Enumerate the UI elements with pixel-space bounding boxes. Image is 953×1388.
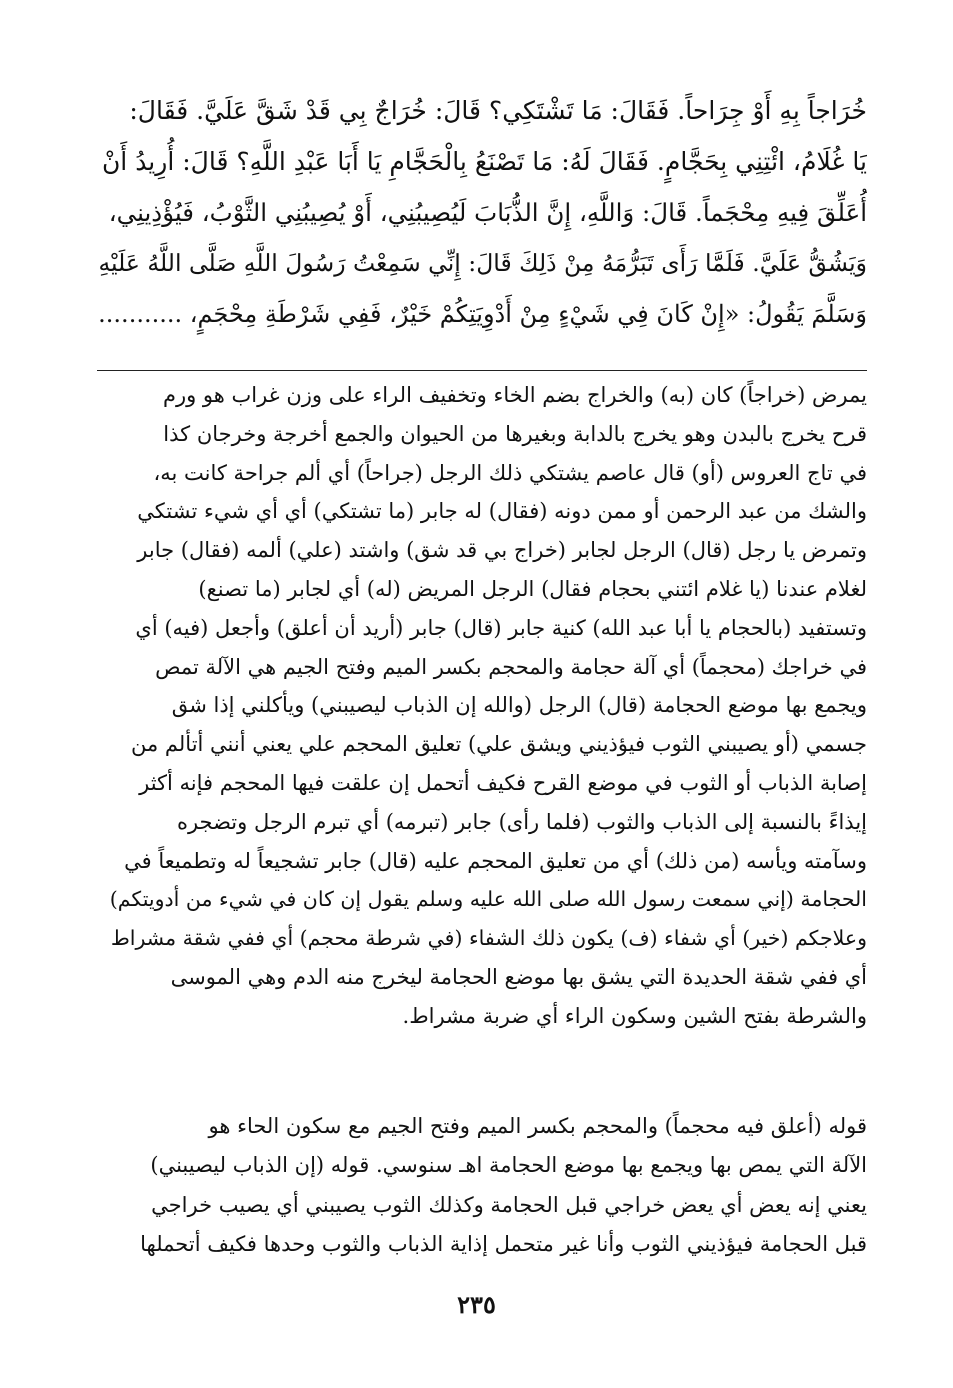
commentary-line: إيذاءً بالنسبة إلى الذباب والثوب (فلما رأى) جابر (تبرمه) أي تبرم الرجل وتضجره	[176, 809, 867, 834]
hadith-line: وَيَشُقُّ عَلَيَّ. فَلَمَّا رَأَى تَبَرُّمَهُ مِنْ ذَلِكَ قَالَ: إِنِّي سَمِعْتُ رَسُولَ اللَّهِ صَلَّى اللَّهُ عَلَيْهِ	[98, 249, 867, 277]
note-line: يعني إنه يعض أي يعض خراجي قبل الحجامة وكذلك الثوب يصيبني أي يصيب خراجي	[151, 1192, 867, 1217]
commentary-line: جسمي (أو يصيبني الثوب فيؤذيني ويشق علي) تعليق المحجم علي يعني أنني أتألم من	[131, 732, 867, 757]
commentary-line: في خراجك (محجماً) أي آلة حجامة والمحجم بكسر الميم وفتح الجيم هي الآلة تمص	[155, 654, 867, 679]
commentary-line: وتمرض يا رجل (قال) الرجل لجابر (خراج بي قد شق) واشتد (علي) ألمه (فقال) جابر	[137, 538, 867, 563]
commentary-line: يمرض (خراجاً) كان (به) والخراج بضم الخاء وتخفيف الراء على وزن غراب هو ورم	[162, 383, 867, 407]
commentary-line: في تاج العروس (أو) قال عاصم يشتكي ذلك الرجل (جراحاً) أي ألم جراحة كانت به،	[153, 460, 867, 485]
commentary-line: والشرطة بفتح الشين وسكون الراء أي ضربة مشراط.	[402, 1003, 867, 1028]
commentary-line: إصابة الذباب أو الثوب في موضع القرح فكيف أتحمل إن علقت فيها المحجم فإنه أكثر	[139, 770, 867, 795]
commentary-line: وتستفيد (بالحجام يا أبا عبد الله) كنية جابر (قال) جابر (أريد أن أعلق) وأجعل (فيه) أي	[135, 615, 867, 640]
hadith-text	[95, 85, 867, 340]
hadith-line: وَسَلَّمَ يَقُولُ: «إِنْ كَانَ فِي شَيْءٍ مِنْ أَدْوِيَتِكُمْ خَيْرٌ، فَفِي شَرْطَةِ مِحْجَمٍ، ...........	[98, 300, 867, 328]
hadith-line: أُعَلِّقَ فِيهِ مِحْجَماً. قَالَ: وَاللَّهِ، إِنَّ الذُّبَابَ لَيُصِيبُنِي، أَوْ يُصِيبُنِي الثَّوْبُ، فَيُؤْذِينِي،	[108, 198, 867, 227]
note-line: قبل الحجامة فيؤذيني الثوب وأنا غير متحمل إذاية الذباب والثوب وحدها فكيف أتحملها	[140, 1231, 867, 1256]
note-line: قوله (أعلق فيه محجماً) والمحجم بكسر الميم وفتح الجيم مع سكون الحاء هو	[208, 1114, 867, 1138]
note-line: الآلة التي يمص بها ويجمع بها موضع الحجامة اهـ سنوسي. قوله (إن الذباب ليصيبني)	[150, 1153, 867, 1178]
commentary-line: وسآمته ويأسه (من ذلك) أي من تعليق المحجم عليه (قال) جابر تشجيعاً له وتطميعاً في	[124, 848, 867, 873]
commentary-line: قرح يخرج بالبدن وهو يخرج بالدابة وبغيرها من الحيوان والجمع أخرجة وخرجان كذا	[163, 421, 867, 446]
commentary-line: ويجمع بها موضع الحجامة (قال) الرجل (والله إن الذباب ليصيبني) ويأكلني إذا شق	[171, 693, 867, 718]
note-paragraph	[97, 1107, 867, 1264]
commentary-line: الحجامة (إني سمعت رسول الله صلى الله عليه وسلم يقول إن كان في شيء من أدويتكم)	[109, 887, 867, 912]
commentary-line: أي ففي شقة الحديدة التي يشق بها موضع الحجامة ليخرج منه الدم وهي الموسى	[170, 964, 867, 989]
hadith-line: يَا غُلَامُ، ائْتِنِي بِحَجَّامٍ. فَقَالَ لَهُ: مَا تَصْنَعُ بِالْحَجَّامِ يَا أَبَا عَبْدِ اللَّهِ؟ قَالَ: أُرِيدُ أَنْ	[101, 147, 867, 176]
page-number: ٢٣٥	[457, 1290, 496, 1319]
commentary-text	[97, 376, 867, 1036]
commentary-line: والشك من عبد الرحمن أو ممن دونه (فقال) له جابر (ما تشتكي) أي أي شيء تشتكي	[137, 499, 867, 524]
commentary-line: وعلاجكم (خير) أي شفاء (ف) يكون ذلك الشفاء (في شرطة محجم) أي ففي شقة مشراط	[110, 926, 867, 951]
hadith-line: خُرَاجاً بِهِ أَوْ جِرَاحاً. فَقَالَ: مَا تَشْتَكِي؟ قَالَ: خُرَاجٌ بِي قَدْ شَقَّ عَلَيَّ. فَقَالَ:	[129, 96, 867, 125]
section-divider	[97, 370, 867, 371]
commentary-line: لغلام عندنا (يا غلام ائتني بحجام فقال) الرجل المريض (له) أي لجابر (ما تصنع)	[198, 576, 867, 601]
